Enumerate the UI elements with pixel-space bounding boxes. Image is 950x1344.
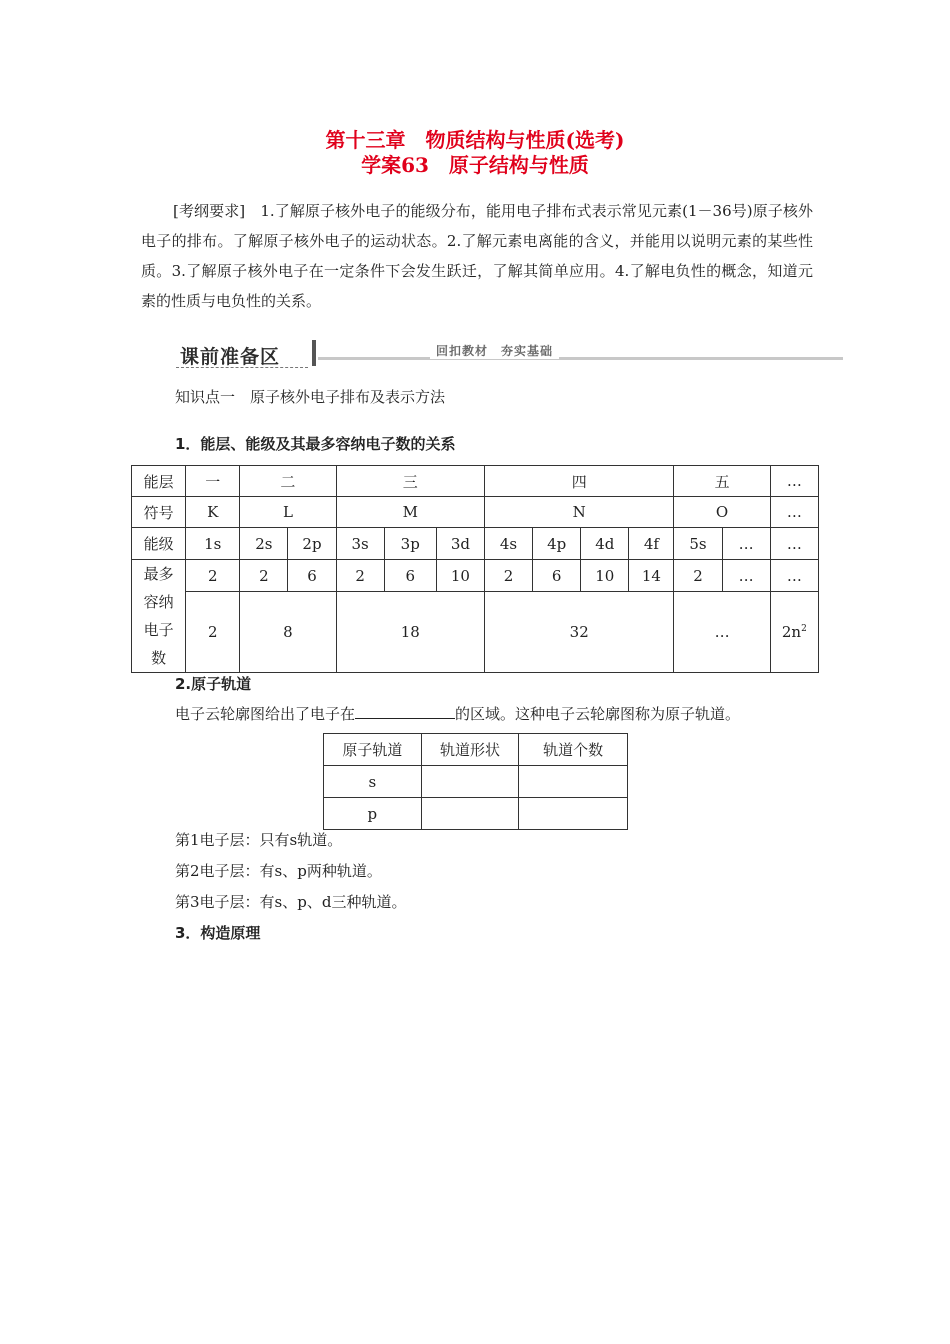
- table-cell: O: [674, 497, 770, 528]
- table-cell: M: [336, 497, 484, 528]
- table-cell: 4s: [484, 528, 532, 560]
- row-header-line: 电子: [143, 621, 174, 639]
- knowledge-point-heading: 知识点一 原子核外电子排布及表示方法: [175, 388, 446, 406]
- cloud-text-before: 电子云轮廓图给出了电子在: [175, 705, 356, 723]
- orbital-table: [323, 733, 628, 830]
- row-header-line: 最多: [143, 565, 174, 583]
- column-header: 轨道形状: [421, 734, 519, 766]
- table-row: [132, 592, 819, 673]
- energy-level-table: [131, 465, 819, 673]
- table-cell: 6: [288, 560, 336, 592]
- table-cell: 5s: [674, 528, 722, 560]
- shell-line-1: 第1电子层：只有s轨道。: [175, 831, 343, 849]
- table-cell: 2: [336, 560, 384, 592]
- section3-heading: 3．构造原理: [175, 924, 261, 942]
- formula-exponent: 2: [801, 624, 807, 634]
- table-cell: 四: [484, 466, 674, 497]
- table-cell: 8: [240, 592, 336, 673]
- table-cell: …: [770, 497, 818, 528]
- table-cell: 14: [629, 560, 674, 592]
- row-header-line: 容纳: [143, 593, 174, 611]
- table-cell: L: [240, 497, 336, 528]
- column-header: 轨道个数: [519, 734, 628, 766]
- table-cell: 6: [384, 560, 436, 592]
- row-header: 符号: [132, 497, 186, 528]
- row-header-line: 数: [151, 649, 167, 667]
- lesson-title: 学案63 原子结构与性质: [361, 153, 589, 177]
- table-cell: 三: [336, 466, 484, 497]
- table-row: [132, 497, 819, 528]
- answer-cell[interactable]: [421, 798, 519, 830]
- table-row: [324, 734, 628, 766]
- banner-subtitle: 回扣教材 夯实基础: [430, 342, 559, 359]
- table-cell: 10: [581, 560, 629, 592]
- formula-base: 2n: [781, 623, 802, 641]
- table-cell: 4f: [629, 528, 674, 560]
- section1-heading: 1．能层、能级及其最多容纳电子数的关系: [175, 435, 456, 453]
- table-cell: 一: [186, 466, 240, 497]
- table-cell: 18: [336, 592, 484, 673]
- answer-cell[interactable]: [421, 766, 519, 798]
- section-banner: [176, 340, 844, 370]
- table-cell: 2: [484, 560, 532, 592]
- table-cell: …: [674, 592, 770, 673]
- table-cell: 6: [533, 560, 581, 592]
- table-row: [324, 798, 628, 830]
- table-cell: …: [722, 560, 770, 592]
- row-header: [132, 560, 186, 673]
- table-row: [324, 766, 628, 798]
- table-cell: 3p: [384, 528, 436, 560]
- table-cell: 1s: [186, 528, 240, 560]
- shell-line-3: 第3电子层：有s、p、d三种轨道。: [175, 893, 407, 911]
- table-cell: 五: [674, 466, 770, 497]
- table-cell: 2p: [288, 528, 336, 560]
- formula-cell: [770, 592, 818, 673]
- banner-rule: [318, 357, 843, 360]
- table-cell: 3s: [336, 528, 384, 560]
- table-cell: 32: [484, 592, 674, 673]
- table-cell: 4d: [581, 528, 629, 560]
- table-cell: 二: [240, 466, 336, 497]
- table-cell: 4p: [533, 528, 581, 560]
- answer-blank[interactable]: [355, 704, 455, 719]
- table-cell: K: [186, 497, 240, 528]
- answer-cell[interactable]: [519, 766, 628, 798]
- table-cell: s: [324, 766, 422, 798]
- table-cell: 10: [436, 560, 484, 592]
- table-cell: 2: [186, 560, 240, 592]
- table-cell: 2: [240, 560, 288, 592]
- table-cell: …: [722, 528, 770, 560]
- table-row: [132, 560, 819, 592]
- cloud-text-after: 的区域。这种电子云轮廓图称为原子轨道。: [455, 705, 741, 723]
- chapter-title: 第十三章 物质结构与性质(选考): [325, 128, 625, 152]
- table-cell: …: [770, 560, 818, 592]
- section2-heading: 2.原子轨道: [175, 675, 252, 693]
- row-header: 能级: [132, 528, 186, 560]
- table-cell: p: [324, 798, 422, 830]
- table-cell: 2: [674, 560, 722, 592]
- exam-requirements: [考纲要求] 1.了解原子核外电子的能级分布，能用电子排布式表示常见元素(1－36号)原子核外电子的排布。了解原子核外电子的运动状态。2.了解元素电离能的含义，并能用以说明元素的某些性质。3.了解原子核外电子在一定条件下会发生跃迁，了解其简单应用。4.了解电负性的概念，知道元素的性质与电负性的关系。: [141, 202, 813, 310]
- banner-label: 课前准备区: [180, 346, 281, 368]
- table-cell: 2: [186, 592, 240, 673]
- table-cell: …: [770, 466, 818, 497]
- banner-dash: [176, 367, 308, 368]
- banner-bar: [312, 340, 316, 366]
- shell-line-2: 第2电子层：有s、p两种轨道。: [175, 862, 382, 880]
- table-cell: 2s: [240, 528, 288, 560]
- row-header: 能层: [132, 466, 186, 497]
- table-cell: N: [484, 497, 674, 528]
- table-row: [132, 466, 819, 497]
- column-header: 原子轨道: [324, 734, 422, 766]
- answer-cell[interactable]: [519, 798, 628, 830]
- cloud-sentence: [175, 703, 740, 724]
- table-cell: 3d: [436, 528, 484, 560]
- table-row: [132, 528, 819, 560]
- table-cell: …: [770, 528, 818, 560]
